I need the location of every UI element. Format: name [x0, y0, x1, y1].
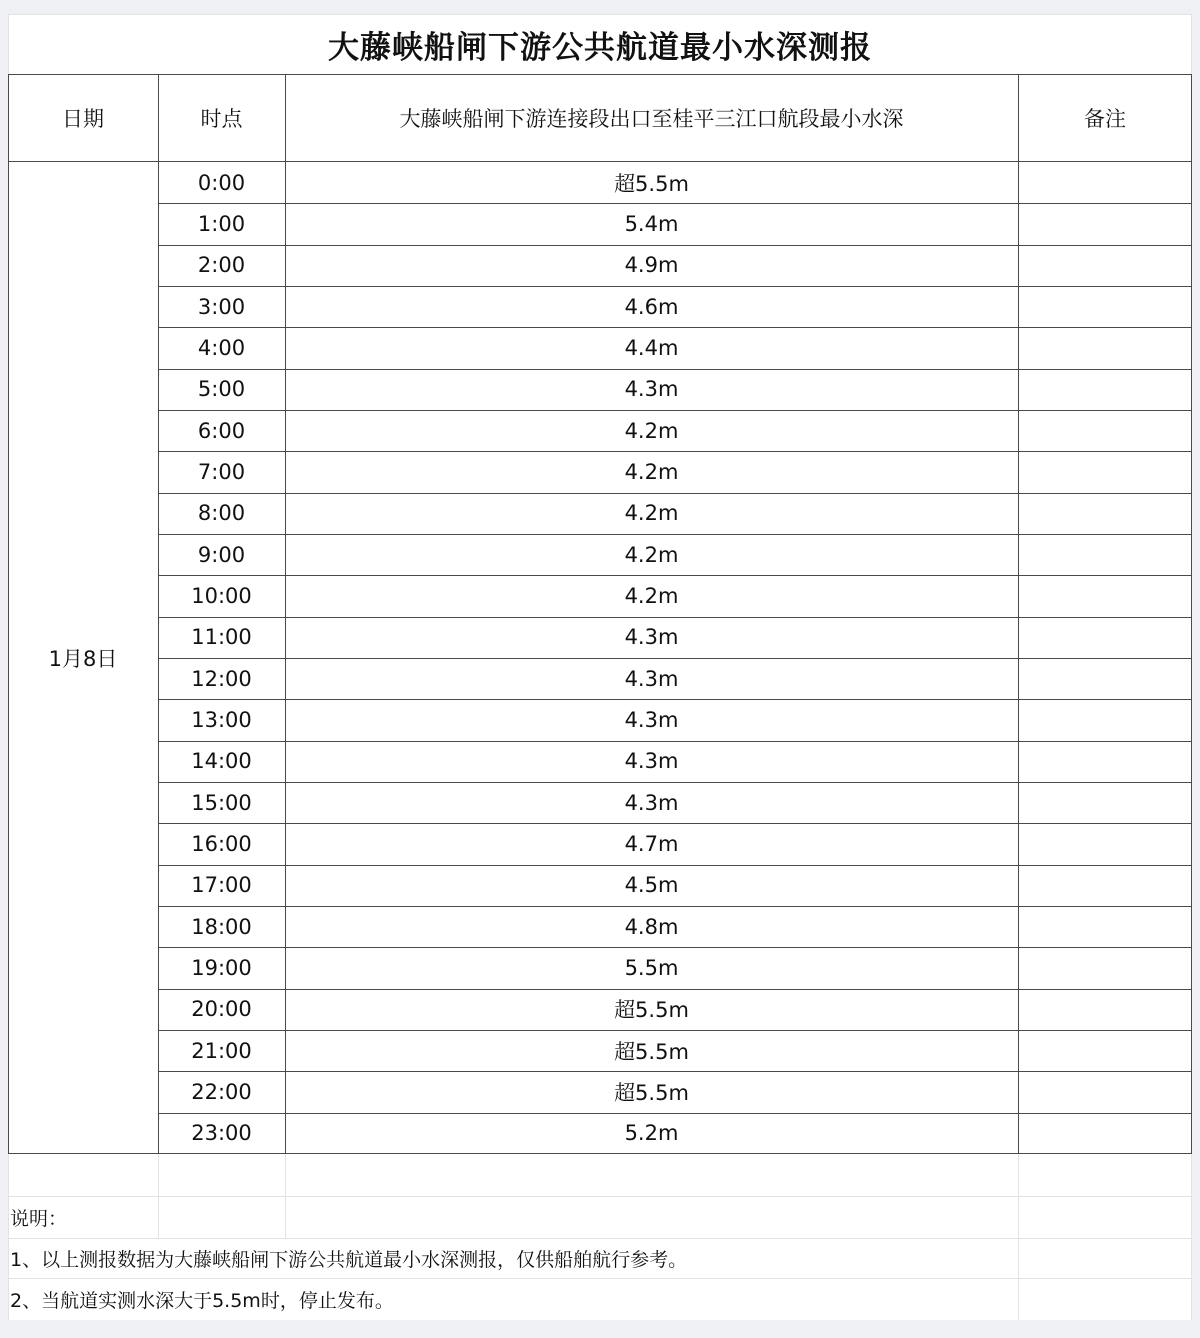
table-border-top: [8, 74, 1192, 75]
remark-cell: [1018, 906, 1192, 947]
header-bottom-line: [8, 161, 1192, 162]
header-min-depth: 大藤峡船闸下游连接段出口至桂平三江口航段最小水深: [399, 107, 904, 131]
depth-cell: 4.2m: [624, 583, 679, 608]
time-cell: 19:00: [191, 955, 252, 980]
remark-cell: [1018, 699, 1192, 740]
time-cell: 3:00: [197, 294, 246, 319]
depth-cell: 4.2m: [624, 418, 679, 443]
time-cell: 8:00: [197, 501, 246, 526]
table-border-right: [1191, 74, 1192, 1154]
remark-cell: [1018, 617, 1192, 658]
time-cell: 9:00: [197, 542, 246, 567]
remark-cell: [1018, 782, 1192, 823]
depth-cell: 4.2m: [624, 501, 679, 526]
row-line: [158, 741, 1192, 742]
time-cell: 4:00: [197, 335, 246, 360]
row-line: [158, 865, 1192, 866]
light-grid: [8, 1154, 9, 1320]
row-line: [158, 989, 1192, 990]
time-cell: 17:00: [191, 873, 252, 898]
row-line: [158, 410, 1192, 411]
depth-cell: 4.3m: [624, 749, 679, 774]
depth-cell: 4.4m: [624, 335, 679, 360]
time-cell: 23:00: [191, 1121, 252, 1146]
remark-cell: [1018, 203, 1192, 244]
depth-cell: 4.3m: [624, 707, 679, 732]
depth-cell: 5.5m: [624, 955, 679, 980]
row-line: [158, 493, 1192, 494]
remark-cell: [1018, 575, 1192, 616]
remark-cell: [1018, 823, 1192, 864]
row-line: [158, 823, 1192, 824]
column-line: [285, 74, 286, 1154]
light-grid: [8, 1278, 1192, 1279]
row-line: [158, 1113, 1192, 1114]
depth-cell: 4.6m: [624, 294, 679, 319]
column-line: [158, 74, 159, 1154]
depth-cell: 4.3m: [624, 625, 679, 650]
row-line: [158, 906, 1192, 907]
time-cell: 13:00: [191, 707, 252, 732]
depth-cell: 4.3m: [624, 666, 679, 691]
row-line: [158, 203, 1192, 204]
light-grid: [8, 1196, 1192, 1197]
remark-cell: [1018, 1113, 1192, 1154]
depth-cell: 4.9m: [624, 253, 679, 278]
remark-cell: [1018, 245, 1192, 286]
remark-cell: [1018, 493, 1192, 534]
light-grid: [1191, 1154, 1192, 1320]
time-cell: 1:00: [197, 211, 246, 236]
row-line: [158, 575, 1192, 576]
remark-cell: [1018, 327, 1192, 368]
remark-cell: [1018, 741, 1192, 782]
remark-cell: [1018, 410, 1192, 451]
row-line: [158, 947, 1192, 948]
time-cell: 10:00: [191, 583, 252, 608]
notes-line-2: 2、当航道实测水深大于5.5m时，停止发布。: [10, 1289, 394, 1312]
row-line: [158, 286, 1192, 287]
remark-cell: [1018, 1071, 1192, 1112]
depth-cell: 4.2m: [624, 459, 679, 484]
title-border-left: [8, 14, 9, 74]
depth-cell: 4.2m: [624, 542, 679, 567]
depth-cell: 5.4m: [624, 211, 679, 236]
time-cell: 21:00: [191, 1038, 252, 1063]
time-cell: 22:00: [191, 1079, 252, 1104]
remark-cell: [1018, 534, 1192, 575]
time-cell: 7:00: [197, 459, 246, 484]
time-cell: 12:00: [191, 666, 252, 691]
table-border-bottom: [8, 1153, 1192, 1154]
time-cell: 18:00: [191, 914, 252, 939]
depth-cell: 超5.5m: [614, 1080, 689, 1105]
notes-heading: 说明：: [10, 1207, 68, 1230]
row-line: [158, 245, 1192, 246]
depth-cell: 4.5m: [624, 873, 679, 898]
time-cell: 20:00: [191, 997, 252, 1022]
remark-cell: [1018, 286, 1192, 327]
time-cell: 5:00: [197, 377, 246, 402]
remark-cell: [1018, 989, 1192, 1030]
row-line: [158, 699, 1192, 700]
remark-cell: [1018, 658, 1192, 699]
time-cell: 16:00: [191, 831, 252, 856]
light-grid: [285, 1154, 286, 1238]
header-time: 时点: [200, 107, 243, 131]
remark-cell: [1018, 1030, 1192, 1071]
remark-cell: [1018, 947, 1192, 988]
title-border-top: [8, 14, 1192, 15]
light-grid: [8, 1238, 1192, 1239]
depth-cell: 4.3m: [624, 377, 679, 402]
header-remark: 备注: [1084, 107, 1126, 131]
row-line: [158, 369, 1192, 370]
time-cell: 11:00: [191, 625, 252, 650]
depth-cell: 超5.5m: [614, 998, 689, 1023]
table-border-left: [8, 74, 9, 1154]
row-line: [158, 327, 1192, 328]
remark-cell: [1018, 451, 1192, 492]
remark-cell: [1018, 162, 1192, 203]
remark-cell: [1018, 369, 1192, 410]
time-cell: 15:00: [191, 790, 252, 815]
time-cell: 6:00: [197, 418, 246, 443]
depth-cell: 超5.5m: [614, 1039, 689, 1064]
depth-cell: 5.2m: [624, 1121, 679, 1146]
time-cell: 14:00: [191, 749, 252, 774]
light-grid: [158, 1154, 159, 1238]
depth-cell: 超5.5m: [614, 171, 689, 196]
title-border-right: [1191, 14, 1192, 74]
column-line: [1018, 74, 1019, 1154]
row-line: [158, 451, 1192, 452]
row-line: [158, 658, 1192, 659]
time-cell: 0:00: [197, 170, 246, 195]
row-line: [158, 1071, 1192, 1072]
time-cell: 2:00: [197, 253, 246, 278]
date-cell: 1月8日: [48, 647, 118, 671]
depth-cell: 4.3m: [624, 790, 679, 815]
light-grid: [1018, 1154, 1019, 1320]
row-line: [158, 534, 1192, 535]
notes-line-1: 1、以上测报数据为大藤峡船闸下游公共航道最小水深测报，仅供船舶航行参考。: [10, 1248, 688, 1271]
report-title: 大藤峡船闸下游公共航道最小水深测报: [328, 29, 872, 66]
row-line: [158, 1030, 1192, 1031]
remark-cell: [1018, 865, 1192, 906]
header-date: 日期: [62, 107, 104, 131]
row-line: [158, 782, 1192, 783]
depth-cell: 4.8m: [624, 914, 679, 939]
row-line: [158, 617, 1192, 618]
depth-cell: 4.7m: [624, 831, 679, 856]
